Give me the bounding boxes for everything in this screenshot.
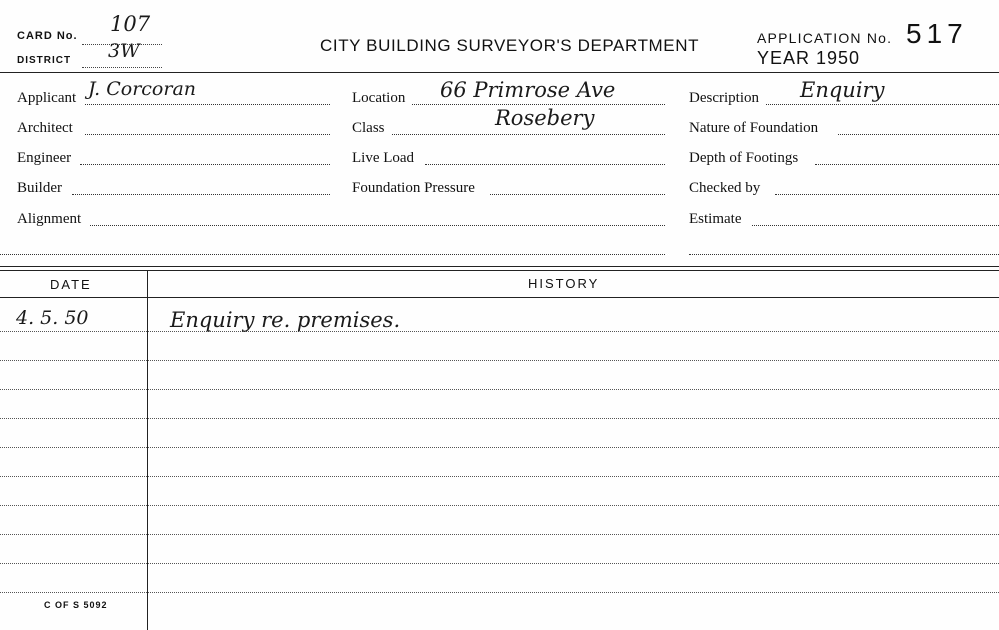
depth-of-footings-label: Depth of Footings <box>689 150 799 166</box>
history-line <box>0 389 999 390</box>
class-label: Class <box>352 120 385 136</box>
district-value: 3W <box>108 40 140 62</box>
date-column-header: DATE <box>50 277 92 292</box>
location-value: 66 Primrose Ave <box>440 78 616 102</box>
engineer-rule <box>80 164 330 165</box>
architect-rule <box>85 134 330 135</box>
column-header-rule <box>0 297 999 298</box>
estimate-label: Estimate <box>689 211 742 227</box>
class-value: Rosebery <box>495 106 595 130</box>
history-line <box>0 418 999 419</box>
foundation-pressure-rule <box>490 194 665 195</box>
description-label: Description <box>689 90 759 106</box>
description-rule <box>766 104 999 105</box>
nature-of-foundation-rule <box>838 134 999 135</box>
form-code: C OF S 5092 <box>44 600 108 610</box>
location-label: Location <box>352 90 406 106</box>
estimate-continuation-rule <box>689 254 999 255</box>
depth-of-footings-rule <box>815 164 999 165</box>
live-load-rule <box>425 164 665 165</box>
history-top-rule <box>0 266 999 267</box>
applicant-rule <box>85 104 330 105</box>
history-line <box>0 563 999 564</box>
year-label: YEAR 1950 <box>757 48 861 68</box>
history-line <box>0 592 999 593</box>
architect-label: Architect <box>17 120 73 136</box>
location-rule <box>412 104 665 105</box>
date-column-divider <box>147 270 148 630</box>
district-label: DISTRICT <box>17 55 72 66</box>
card-no-label: CARD No. <box>17 30 78 42</box>
history-line <box>0 505 999 506</box>
checked-by-rule <box>775 194 999 195</box>
alignment-continuation-rule <box>0 254 665 255</box>
alignment-label: Alignment <box>17 211 82 227</box>
history-column-header: HISTORY <box>528 276 600 291</box>
builder-rule <box>72 194 330 195</box>
foundation-pressure-label: Foundation Pressure <box>352 180 475 196</box>
district-rule <box>82 67 162 68</box>
history-line <box>0 331 999 332</box>
department-title: CITY BUILDING SURVEYOR'S DEPARTMENT <box>320 36 700 55</box>
history-line <box>0 360 999 361</box>
card-no-value: 107 <box>110 12 151 36</box>
class-rule <box>392 134 665 135</box>
history-entry-date: 4. 5. 50 <box>16 307 89 329</box>
alignment-rule <box>90 225 665 226</box>
history-line <box>0 447 999 448</box>
description-value: Enquiry <box>800 78 885 102</box>
history-top-rule-inner <box>0 270 999 271</box>
header-separator <box>0 72 999 73</box>
history-entry-text: Enquiry re. premises. <box>170 308 401 332</box>
engineer-label: Engineer <box>17 150 72 166</box>
applicant-value: J. Corcoran <box>88 78 197 100</box>
application-no-label: APPLICATION No. <box>757 30 893 46</box>
builder-label: Builder <box>17 180 62 196</box>
history-line <box>0 476 999 477</box>
estimate-rule <box>752 225 999 226</box>
history-line <box>0 534 999 535</box>
nature-of-foundation-label: Nature of Foundation <box>689 120 819 136</box>
live-load-label: Live Load <box>352 150 415 166</box>
application-no-value: 517 <box>906 18 968 49</box>
checked-by-label: Checked by <box>689 180 761 196</box>
applicant-label: Applicant <box>17 90 77 106</box>
